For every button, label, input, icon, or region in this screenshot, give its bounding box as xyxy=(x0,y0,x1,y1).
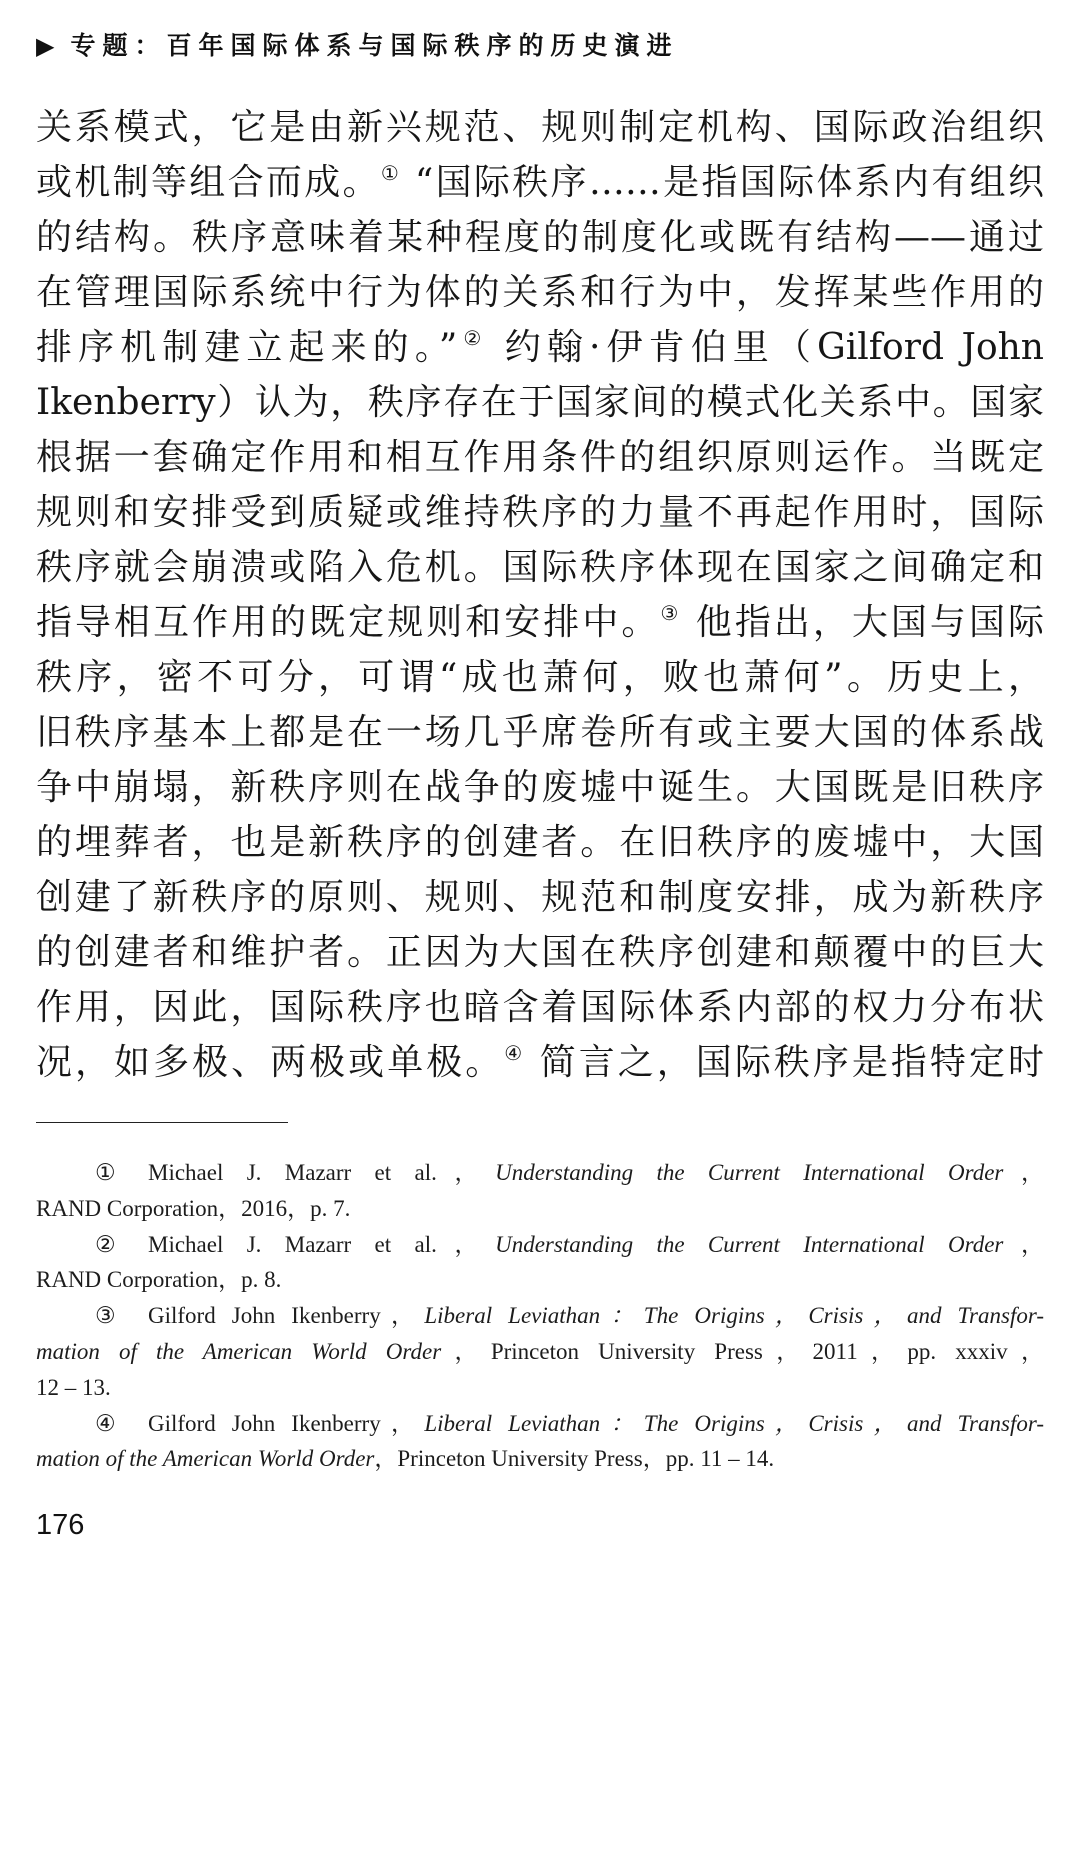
book-title: mation of the American World Order xyxy=(36,1446,375,1472)
footnote-marker: ② xyxy=(457,326,488,350)
body-line: 根据一套确定作用和相互作用条件的组织原则运作。当既定 xyxy=(36,437,1044,478)
header-title: 专题：百年国际体系与国际秩序的历史演进 xyxy=(70,31,679,60)
body-line: 或机制等组合而成。① “国际秩序……是指国际体系内有组织 xyxy=(36,161,1044,203)
body-line: 秩序就会崩溃或陷入危机。国际秩序体现在国家之间确定和 xyxy=(36,547,1044,588)
body-line: 作用，因此，国际秩序也暗含着国际体系内部的权力分布状 xyxy=(36,987,1044,1028)
body-line: 况，如多极、两极或单极。④ 简言之，国际秩序是指特定时 xyxy=(36,1041,1044,1083)
book-title: Understanding the Current International Order xyxy=(495,1231,1004,1257)
footnote: ② Michael J. Mazarr et al.，Understanding the Current International Order， RAND Corporation，p. 8. xyxy=(36,1227,1044,1299)
play-triangle-icon: ▶ xyxy=(36,32,55,60)
body-line: 旧秩序基本上都是在一场几乎席卷所有或主要大国的体系战 xyxy=(36,712,1044,753)
footnote-number: ② xyxy=(95,1231,116,1257)
footnote-marker: ③ xyxy=(660,601,682,625)
footnotes xyxy=(36,1155,1044,1477)
body-line: 指导相互作用的既定规则和安排中。③ 他指出，大国与国际 xyxy=(36,601,1044,643)
body-line: 规则和安排受到质疑或维持秩序的力量不再起作用时，国际 xyxy=(36,492,1044,533)
book-title: mation of the American World Order xyxy=(36,1338,442,1364)
footnote-number: ④ xyxy=(95,1410,116,1436)
body-line: 的埋葬者，也是新秩序的创建者。在旧秩序的废墟中，大国 xyxy=(36,822,1044,863)
footnote: ① Michael J. Mazarr et al.，Understanding the Current International Order， RAND Corporation，2016，p. 7. xyxy=(36,1155,1044,1227)
body-line: 排序机制建立起来的。”② 约翰·伊肯伯里（Gilford John xyxy=(36,326,1044,368)
body-line: 创建了新秩序的原则、规则、规范和制度安排，成为新秩序 xyxy=(36,877,1044,918)
book-title: Understanding the Current International Order xyxy=(495,1160,1004,1185)
book-title: Liberal Leviathan：The Origins，Crisis，and Transfor- xyxy=(424,1303,1044,1329)
footnote: ④ Gilford John Ikenberry，Liberal Leviathan：The Origins，Crisis，and Transfor- mation of the American World Order，Princeton University Press，pp. 11 – 14. xyxy=(36,1406,1044,1478)
footnote-separator xyxy=(36,1122,288,1123)
body-line: 争中崩塌，新秩序则在战争的废墟中诞生。大国既是旧秩序 xyxy=(36,767,1044,808)
body-line: 的结构。秩序意味着某种程度的制度化或既有结构——通过 xyxy=(36,217,1044,258)
page-number: 176 xyxy=(36,1509,85,1541)
body-line: 的创建者和维护者。正因为大国在秩序创建和颠覆中的巨大 xyxy=(36,932,1044,973)
footnote-marker: ① xyxy=(380,161,402,185)
footnote-number: ① xyxy=(95,1160,116,1185)
footnote: ③ Gilford John Ikenberry，Liberal Leviathan：The Origins，Crisis，and Transfor- mation of the American World Order，Princeton University Press，2011，pp. xxxiv， 12 – 13. xyxy=(36,1298,1044,1405)
body-line: 在管理国际系统中行为体的关系和行为中，发挥某些作用的 xyxy=(36,272,1044,313)
footnote-number: ③ xyxy=(95,1303,116,1329)
body-line: 秩序，密不可分，可谓“成也萧何，败也萧何”。历史上， xyxy=(36,657,1044,698)
footnote-marker: ④ xyxy=(504,1041,526,1065)
page-header xyxy=(36,24,678,68)
body-line: Ikenberry）认为，秩序存在于国家间的模式化关系中。国家 xyxy=(36,382,1044,423)
book-title: Liberal Leviathan：The Origins，Crisis，and Transfor- xyxy=(424,1410,1044,1436)
body-text xyxy=(36,100,1044,1090)
body-line: 关系模式，它是由新兴规范、规则制定机构、国际政治组织 xyxy=(36,107,1044,148)
